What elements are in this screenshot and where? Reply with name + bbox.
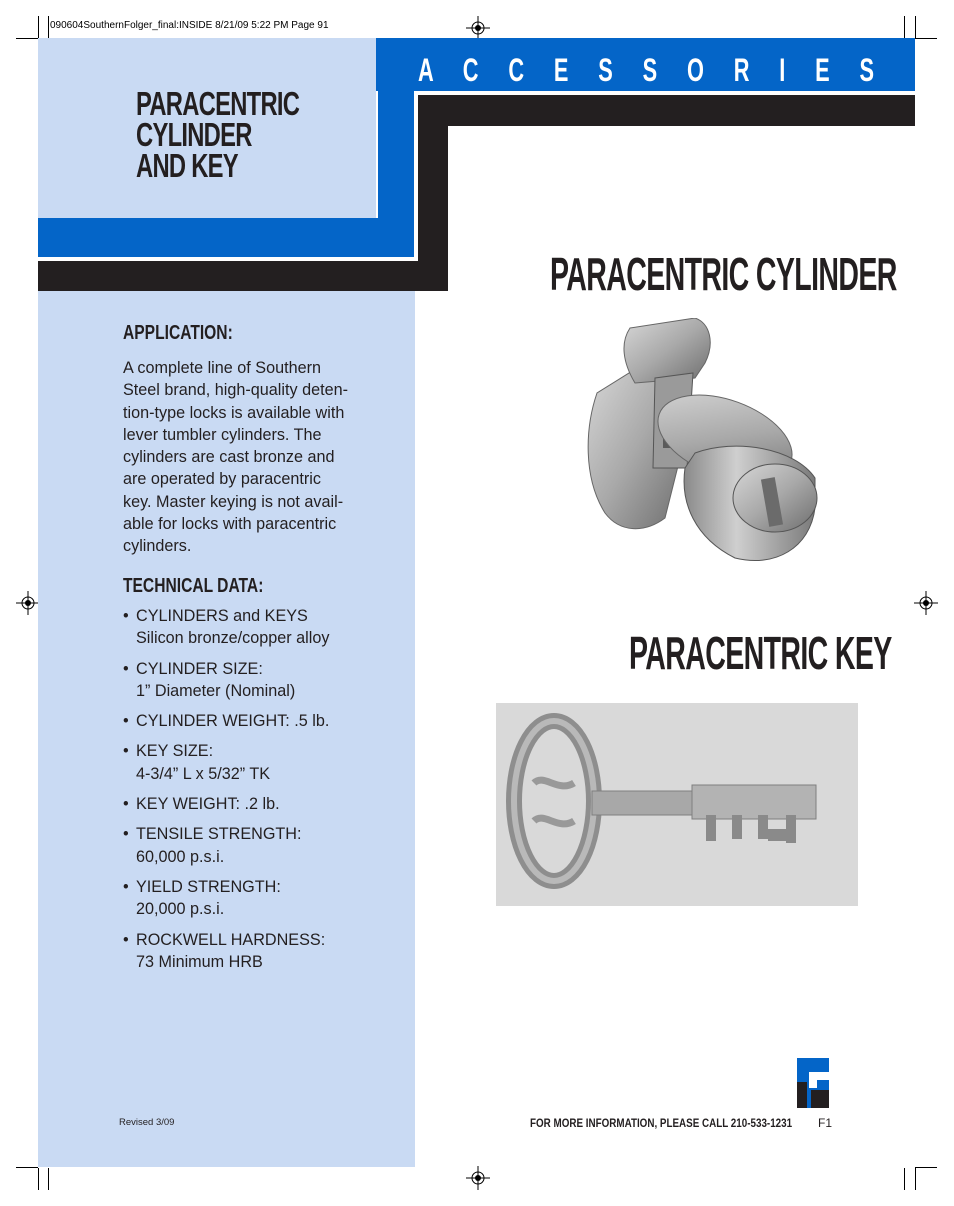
contact-line: FOR MORE INFORMATION, PLEASE CALL 210-533-1231: [530, 1116, 793, 1130]
registration-mark-icon: [914, 591, 938, 615]
header-blue-band: [38, 218, 414, 257]
application-heading: APPLICATION:: [123, 322, 233, 344]
text-line: cylinders are cast bronze and: [123, 448, 335, 467]
list-item: • YIELD STRENGTH: 20,000 p.s.i.: [123, 877, 281, 919]
technical-data-list: [123, 605, 403, 981]
crop-mark: [48, 16, 49, 38]
text-line: lever tumbler cylinders. The: [123, 425, 322, 444]
text-line: key. Master keying is not avail-: [123, 492, 344, 511]
list-item: • CYLINDER WEIGHT: .5 lb.: [123, 712, 330, 731]
product-title-line: AND KEY: [136, 147, 238, 184]
key-illustration: [496, 703, 858, 906]
key-photo: [496, 703, 858, 906]
crop-mark: [915, 1167, 937, 1168]
section-title: A C C E S S O R I E S: [418, 52, 886, 88]
crop-mark: [38, 16, 39, 38]
list-item: • CYLINDER SIZE: 1” Diameter (Nominal): [123, 659, 296, 700]
print-slug: 090604SouthernFolger_final:INSIDE 8/21/09 5:22 PM Page 91: [50, 20, 329, 31]
divider: [414, 91, 915, 95]
registration-mark-icon: [466, 1166, 490, 1190]
text-line: tion-type locks is available with: [123, 403, 345, 422]
crop-mark: [915, 38, 937, 39]
crop-mark: [16, 38, 38, 39]
list-item: • KEY SIZE: 4-3/4” L x 5/32” TK: [123, 742, 271, 783]
header-black-band: [418, 95, 915, 126]
application-text: [123, 357, 363, 558]
text-line: able for locks with paracentric: [123, 515, 337, 534]
revised-date: Revised 3/09: [119, 1117, 175, 1128]
crop-mark: [915, 16, 916, 38]
key-title: PARACENTRIC KEY: [629, 627, 892, 679]
divider: [414, 91, 418, 261]
crop-mark: [16, 1167, 38, 1168]
crop-mark: [38, 1168, 39, 1190]
registration-mark-icon: [466, 16, 490, 40]
list-item: • CYLINDERS and KEYS Silicon bronze/copper alloy: [123, 607, 330, 648]
product-title-line: CYLINDER: [136, 116, 252, 153]
product-title: [136, 85, 300, 184]
cylinder-title: PARACENTRIC CYLINDER: [550, 248, 897, 300]
text-line: Steel brand, high-quality deten-: [123, 381, 348, 400]
technical-data-heading: TECHNICAL DATA:: [123, 575, 264, 597]
list-item: • ROCKWELL HARDNESS: 73 Minimum HRB: [123, 930, 326, 971]
page-number: F1: [818, 1116, 833, 1130]
text-line: cylinders.: [123, 537, 192, 556]
crop-mark: [48, 1168, 49, 1190]
header-black-band: [38, 261, 448, 291]
text-line: A complete line of Southern: [123, 359, 321, 377]
list-item: • TENSILE STRENGTH: 60,000 p.s.i.: [123, 825, 302, 866]
text-line: are operated by paracentric: [123, 470, 321, 489]
divider: [38, 257, 418, 261]
crop-mark: [915, 1168, 916, 1190]
registration-mark-icon: [16, 591, 40, 615]
crop-mark: [904, 1168, 905, 1190]
cylinder-photo: [575, 318, 825, 570]
list-item: • KEY WEIGHT: .2 lb.: [123, 795, 280, 814]
southern-steel-logo: [797, 1058, 829, 1108]
product-title-line: PARACENTRIC: [136, 85, 300, 122]
crop-mark: [904, 16, 905, 38]
